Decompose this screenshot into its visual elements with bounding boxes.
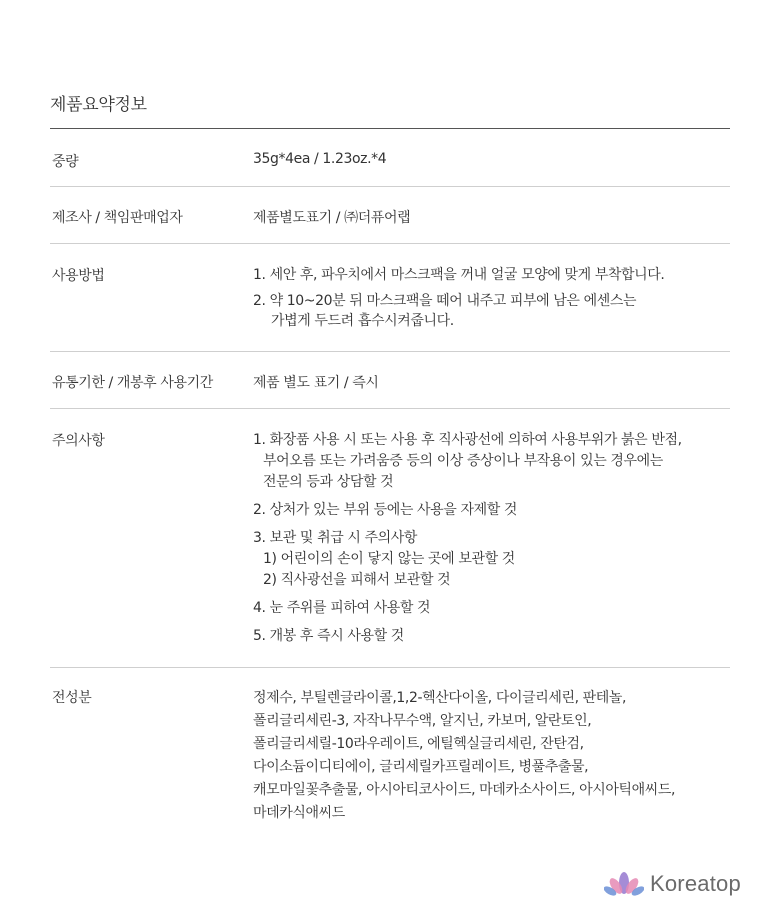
ingredient-line: 다이소듐이디티에이, 글리세릴카프릴레이트, 병풀추출물, (253, 759, 589, 775)
usage-line: 2. 약 10~20분 뒤 마스크팩을 떼어 내주고 피부에 남은 에센스는 (253, 293, 637, 309)
row-maker (50, 187, 730, 244)
caution-line: 2) 직사광선을 피해서 보관할 것 (263, 572, 451, 588)
row-label-maker: 제조사 / 책임판매업자 (52, 210, 183, 226)
section-title: 제품요약정보 (50, 95, 147, 115)
caution-line: 2. 상처가 있는 부위 등에는 사용을 자제할 것 (253, 502, 518, 518)
row-label-weight: 중량 (52, 154, 79, 170)
caution-line: 부어오름 또는 가려움증 등의 이상 증상이나 부작용이 있는 경우에는 (263, 453, 663, 469)
row-weight (50, 130, 730, 187)
row-value-maker: 제품별도표기 / ㈜더퓨어랩 (253, 210, 411, 226)
row-usage (50, 244, 730, 352)
caution-line: 3. 보관 및 취급 시 주의사항 (253, 530, 418, 546)
row-value-expiry: 제품 별도 표기 / 즉시 (253, 375, 379, 391)
row-label-ingredients: 전성분 (52, 690, 92, 706)
caution-line: 4. 눈 주위를 피하여 사용할 것 (253, 600, 431, 616)
lotus-icon (604, 869, 644, 899)
caution-line: 1. 화장품 사용 시 또는 사용 후 직사광선에 의하여 사용부위가 붉은 반점, (253, 432, 682, 448)
ingredient-line: 정제수, 부틸렌글라이콜,1,2-헥산다이올, 다이글리세린, 판테놀, (253, 690, 627, 706)
caution-line: 1) 어린이의 손이 닿지 않는 곳에 보관할 것 (263, 551, 515, 567)
row-value-weight: 35g*4ea / 1.23oz.*4 (253, 151, 387, 167)
logo-text: Koreatop (650, 871, 741, 896)
row-expiry (50, 352, 730, 409)
row-label-usage: 사용방법 (52, 268, 105, 284)
usage-line: 1. 세안 후, 파우치에서 마스크팩을 꺼내 얼굴 모양에 맞게 부착합니다. (253, 267, 665, 283)
row-value-usage (253, 265, 730, 351)
row-label-caution: 주의사항 (52, 433, 105, 449)
row-value-caution (253, 430, 730, 667)
top-divider (50, 128, 730, 129)
row-label-expiry: 유통기한 / 개봉후 사용기간 (52, 375, 213, 391)
ingredient-line: 마데카식애씨드 (253, 805, 345, 821)
ingredient-line: 폴리글리세릴-10라우레이트, 에틸헥실글리세린, 잔탄검, (253, 736, 584, 752)
row-value-ingredients (253, 687, 730, 825)
row-caution (50, 409, 730, 668)
product-info-table (50, 130, 730, 825)
ingredient-line: 폴리글리세린-3, 자작나무수액, 알지닌, 카보머, 알란토인, (253, 713, 592, 729)
ingredient-line: 캐모마일꽃추출물, 아시아티코사이드, 마데카소사이드, 아시아틱애씨드, (253, 782, 676, 798)
koreatop-logo (604, 868, 741, 900)
caution-line: 5. 개봉 후 즉시 사용할 것 (253, 628, 404, 644)
row-ingredients (50, 668, 730, 825)
caution-line: 전문의 등과 상담할 것 (263, 474, 394, 490)
usage-line: 가볍게 두드려 흡수시켜줍니다. (271, 313, 454, 329)
